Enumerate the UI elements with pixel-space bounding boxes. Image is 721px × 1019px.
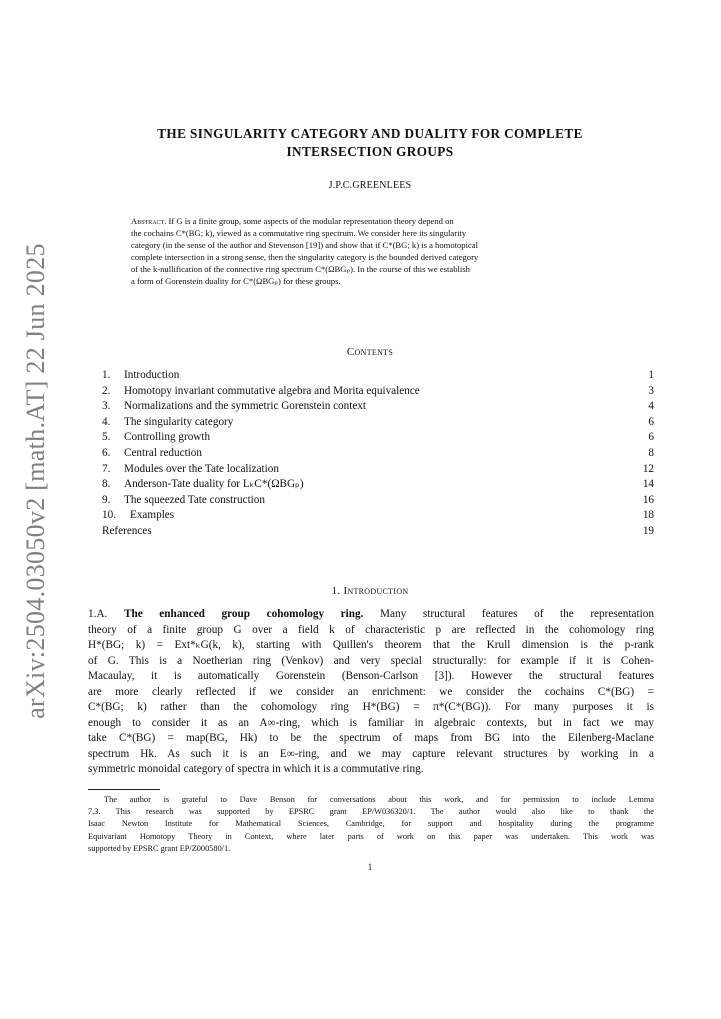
toc-entry-title: The singularity category bbox=[124, 415, 234, 428]
toc-entry-page: 14 bbox=[642, 478, 654, 491]
toc-entry-page: 6 bbox=[648, 431, 654, 444]
toc-entry[interactable] bbox=[102, 462, 654, 478]
toc-entry-number: 7. bbox=[102, 462, 111, 475]
paper-title-line: THE SINGULARITY CATEGORY AND DUALITY FOR COMPLETE bbox=[157, 126, 583, 141]
toc-entry-number: 1. bbox=[102, 369, 111, 381]
table-of-contents bbox=[102, 368, 654, 540]
body-line: H*(BG; k) = Ext*ₖG(k, k), starting with Quillen's theorem that the Krull dimension is the p-rank bbox=[88, 639, 654, 651]
body-line: theory of a finite group G over a field k of characteristic p are reflected in the cohomology ring bbox=[88, 623, 654, 636]
toc-entry[interactable] bbox=[102, 493, 654, 509]
body-line bbox=[88, 607, 654, 623]
abstract-line: category (in the sense of the author and Stevenson [19]) and show that if C*(BG; k) is a homotopical bbox=[131, 240, 479, 250]
toc-entry-number: 4. bbox=[102, 415, 111, 428]
toc-entry-page: 18 bbox=[642, 509, 654, 522]
paper-title-line: INTERSECTION GROUPS bbox=[286, 144, 454, 159]
toc-entry-title: Anderson-Tate duality for LₖC*(ΩBGₚ) bbox=[124, 478, 304, 491]
footnote-line: Equivariant Homotopy Theory in Context, where later parts of work on this paper was undertaken. This work was bbox=[88, 831, 654, 841]
section-number: 1. bbox=[331, 585, 341, 597]
toc-entry-title: Homotopy invariant commutative algebra and Morita equivalence bbox=[124, 384, 420, 397]
page-number: 1 bbox=[367, 862, 373, 872]
toc-entry-page: 3 bbox=[648, 384, 654, 397]
abstract-line: a form of Gorenstein duality for C*(ΩBGₚ) for these groups. bbox=[131, 276, 341, 286]
abstract-line: complete intersection in a strong sense, then the singularity category is the bounded derived category bbox=[131, 252, 479, 262]
toc-entry[interactable] bbox=[102, 384, 654, 400]
toc-entry-title: References bbox=[102, 524, 152, 537]
section-heading bbox=[100, 585, 640, 597]
footnote-line: The author is grateful to Dave Benson for conversations about this work, and for permission to include Lemma bbox=[104, 795, 654, 804]
toc-entry[interactable] bbox=[102, 446, 654, 462]
body-line: C*(BG; k) rather than the cohomology ring H*(BG) = π*(C*(BG)). For many purposes it is bbox=[88, 701, 654, 713]
toc-entry-title: Central reduction bbox=[124, 446, 202, 459]
toc-entry-number: 2. bbox=[102, 384, 111, 397]
body-line: of G. This is a Noetherian ring (Venkov) and very special structurally: for example if it is Cohen- bbox=[88, 654, 654, 667]
toc-entry-page: 6 bbox=[648, 415, 654, 428]
toc-entry[interactable] bbox=[102, 508, 654, 524]
toc-entry-number: 3. bbox=[102, 400, 111, 413]
toc-entry-page: 19 bbox=[642, 524, 654, 537]
toc-entry-title: The squeezed Tate construction bbox=[124, 493, 265, 506]
toc-entry-page: 16 bbox=[642, 493, 654, 506]
toc-entry[interactable] bbox=[102, 415, 654, 431]
abstract-label: Abstract. bbox=[131, 216, 167, 226]
toc-entry-page: 12 bbox=[642, 462, 654, 475]
toc-entry-title: Introduction bbox=[124, 369, 180, 381]
abstract bbox=[131, 215, 611, 287]
body-line: Macaulay, it is automatically Gorenstein (Benson-Carlson [3]). However the structural features bbox=[88, 670, 654, 682]
toc-entry-title: Controlling growth bbox=[124, 431, 211, 444]
section-title: Introduction bbox=[343, 585, 409, 597]
arxiv-identifier-stamp bbox=[20, 243, 52, 719]
toc-entry[interactable] bbox=[102, 368, 654, 384]
abstract-line bbox=[131, 215, 611, 227]
toc-entry-page: 4 bbox=[648, 400, 654, 413]
toc-entry-title: Normalizations and the symmetric Gorenstein context bbox=[124, 400, 367, 413]
subsection-title: The enhanced group cohomology ring. bbox=[123, 608, 364, 620]
body-line: take C*(BG) = map(BG, Hk) to be the spectrum of maps from BG into the Eilenberg-Maclane bbox=[88, 732, 654, 744]
body-line: spectrum Hk. As such it is an E∞-ring, and we may capture relevant structures by working in a bbox=[88, 747, 654, 760]
abstract-line: of the k-nullification of the connective ring spectrum C*(ΩBGₚ). In the course of this we establish bbox=[131, 264, 470, 274]
footnote-line: Isaac Newton Institute for Mathematical Sciences, Cambridge, for support and hospitality during the programme bbox=[88, 819, 654, 829]
footnote-divider bbox=[88, 789, 160, 790]
toc-entry-number: 8. bbox=[102, 478, 111, 491]
abstract-line: the cochains C*(BG; k), viewed as a commutative ring spectrum. We consider here its singularity bbox=[131, 228, 467, 238]
toc-entry-number: 10. bbox=[102, 509, 116, 522]
body-text: Many structural features of the representation bbox=[380, 608, 655, 620]
toc-entry-page: 8 bbox=[648, 446, 654, 459]
section-body bbox=[88, 607, 654, 778]
arxiv-identifier-text: arXiv:2504.03050v2 [math.AT] 22 Jun 2025 bbox=[21, 243, 50, 719]
footnote-line: 7.3. This research was supported by EPSRC grant EP/W036320/1. The author would also like to thank the bbox=[88, 807, 654, 817]
toc-entry[interactable] bbox=[102, 430, 654, 446]
author-name: J.P.C.GREENLEES bbox=[328, 180, 412, 191]
toc-entry[interactable] bbox=[102, 477, 654, 493]
toc-entry-number: 5. bbox=[102, 431, 111, 444]
toc-entry-number: 9. bbox=[102, 493, 111, 506]
toc-entry-number: 6. bbox=[102, 446, 111, 459]
footnote-line: supported by EPSRC grant EP/Z000580/1. bbox=[88, 843, 231, 853]
contents-heading: Contents bbox=[346, 346, 394, 358]
toc-entry-title: Examples bbox=[130, 509, 175, 522]
body-line: enough to consider it as an A∞-ring, which is familiar in algebraic contexts, but in fact we may bbox=[88, 716, 654, 729]
toc-entry-title: Modules over the Tate localization bbox=[124, 462, 279, 475]
body-line: symmetric monoidal category of spectra in which it is a commutative ring. bbox=[88, 763, 424, 775]
toc-entry[interactable] bbox=[102, 524, 654, 540]
paper-title bbox=[100, 125, 640, 161]
toc-entry-page: 1 bbox=[648, 369, 654, 381]
footnote bbox=[88, 794, 654, 855]
toc-entry[interactable] bbox=[102, 399, 654, 415]
body-line: are more clearly reflected if we consider an enrichment: we consider the cochains C*(BG) = bbox=[88, 685, 654, 698]
abstract-text: If G is a finite group, some aspects of the modular representation theory depend on bbox=[168, 216, 454, 226]
subsection-label: 1.A. bbox=[88, 608, 108, 620]
